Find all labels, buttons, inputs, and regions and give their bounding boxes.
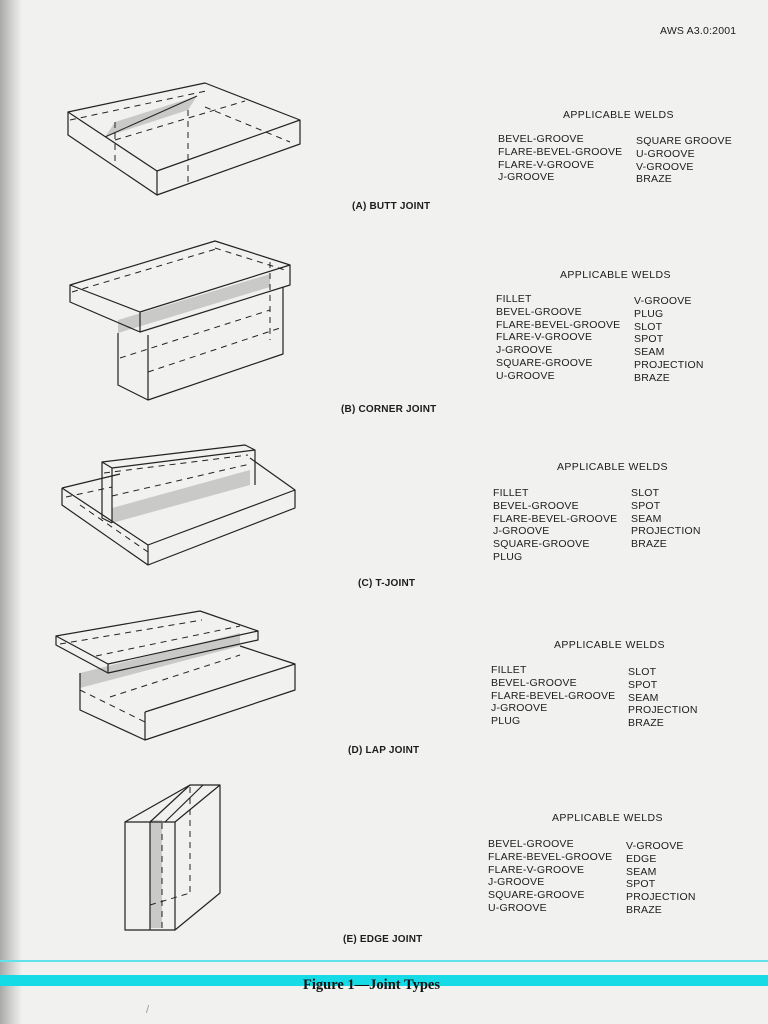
weld-item: FLARE-V-GROOVE — [498, 158, 595, 171]
weld-item: BEVEL-GROOVE — [493, 499, 579, 512]
weld-item: SEAM — [626, 865, 657, 878]
t-joint-caption: (C) T-JOINT — [358, 578, 416, 589]
weld-item: BRAZE — [626, 903, 663, 916]
weld-item: PROJECTION — [628, 704, 698, 717]
cyan-rule-thin — [0, 960, 768, 962]
weld-item: PLUG — [491, 715, 521, 728]
weld-item: FILLET — [491, 664, 527, 676]
weld-item: SQUARE-GROOVE — [496, 356, 593, 369]
weld-item: SPOT — [634, 333, 664, 346]
weld-item: FLARE-BEVEL-GROOVE — [498, 145, 623, 158]
weld-item: SEAM — [628, 691, 659, 704]
butt-welds-title: APPLICABLE WELDS — [563, 109, 674, 121]
weld-item: BEVEL-GROOVE — [491, 676, 577, 689]
weld-item: PROJECTION — [626, 891, 696, 904]
t-welds-title: APPLICABLE WELDS — [557, 461, 668, 473]
weld-item: BEVEL-GROOVE — [496, 305, 582, 318]
weld-item: SQUARE GROOVE — [636, 135, 732, 147]
weld-item: J-GROOVE — [493, 525, 550, 538]
weld-item: BEVEL-GROOVE — [498, 133, 584, 145]
weld-item: EDGE — [626, 852, 657, 865]
weld-item: FLARE-BEVEL-GROOVE — [491, 689, 616, 702]
edge-welds-right — [626, 840, 696, 917]
weld-item: BRAZE — [631, 538, 668, 551]
weld-item: FLARE-V-GROOVE — [488, 863, 585, 876]
figure-title: Figure 1—Joint Types — [303, 977, 440, 993]
weld-item: FLARE-BEVEL-GROOVE — [488, 850, 613, 863]
weld-item: PROJECTION — [631, 525, 701, 538]
weld-item: SLOT — [631, 487, 660, 499]
weld-item: FLARE-V-GROOVE — [496, 331, 593, 344]
weld-item: V-GROOVE — [636, 160, 694, 173]
weld-item: SQUARE-GROOVE — [493, 538, 590, 551]
weld-item: FILLET — [493, 487, 529, 499]
weld-item: SPOT — [628, 678, 658, 691]
weld-item: SQUARE-GROOVE — [488, 889, 585, 902]
weld-item: SEAM — [634, 346, 665, 359]
lap-joint-caption: (D) LAP JOINT — [348, 745, 420, 756]
weld-item: J-GROOVE — [488, 876, 545, 889]
weld-item: U-GROOVE — [488, 901, 547, 914]
weld-item: PROJECTION — [634, 358, 704, 371]
edge-joint-caption: (E) EDGE JOINT — [343, 934, 423, 945]
weld-item: J-GROOVE — [496, 344, 553, 357]
edge-welds-title: APPLICABLE WELDS — [552, 812, 663, 824]
weld-item: J-GROOVE — [491, 702, 548, 715]
corner-joint-caption: (B) CORNER JOINT — [341, 404, 437, 415]
weld-item: BRAZE — [634, 371, 671, 384]
weld-item: SLOT — [634, 320, 663, 333]
weld-item: U-GROOVE — [496, 369, 555, 382]
edge-welds-left — [488, 838, 612, 915]
weld-item: PLUG — [634, 307, 664, 320]
weld-item: BRAZE — [628, 717, 665, 730]
butt-joint-caption: (A) BUTT JOINT — [352, 201, 431, 212]
weld-item: FLARE-BEVEL-GROOVE — [493, 512, 618, 525]
stray-pen-mark: / — [146, 1004, 150, 1016]
document-id: AWS A3.0:2001 — [660, 25, 737, 37]
weld-item: BEVEL-GROOVE — [488, 838, 574, 850]
weld-item: BRAZE — [636, 173, 673, 186]
weld-item: J-GROOVE — [498, 171, 555, 184]
weld-item: SPOT — [626, 878, 656, 891]
corner-welds-title: APPLICABLE WELDS — [560, 269, 671, 281]
weld-item: V-GROOVE — [626, 840, 684, 852]
weld-item: SLOT — [628, 666, 657, 678]
weld-item: FILLET — [496, 293, 532, 305]
weld-item: U-GROOVE — [636, 147, 695, 160]
weld-item: PLUG — [493, 550, 523, 563]
weld-item: V-GROOVE — [634, 295, 692, 307]
weld-item: FLARE-BEVEL-GROOVE — [496, 318, 621, 331]
weld-item: SEAM — [631, 512, 662, 525]
weld-item: SPOT — [631, 499, 661, 512]
lap-welds-title: APPLICABLE WELDS — [554, 639, 665, 651]
